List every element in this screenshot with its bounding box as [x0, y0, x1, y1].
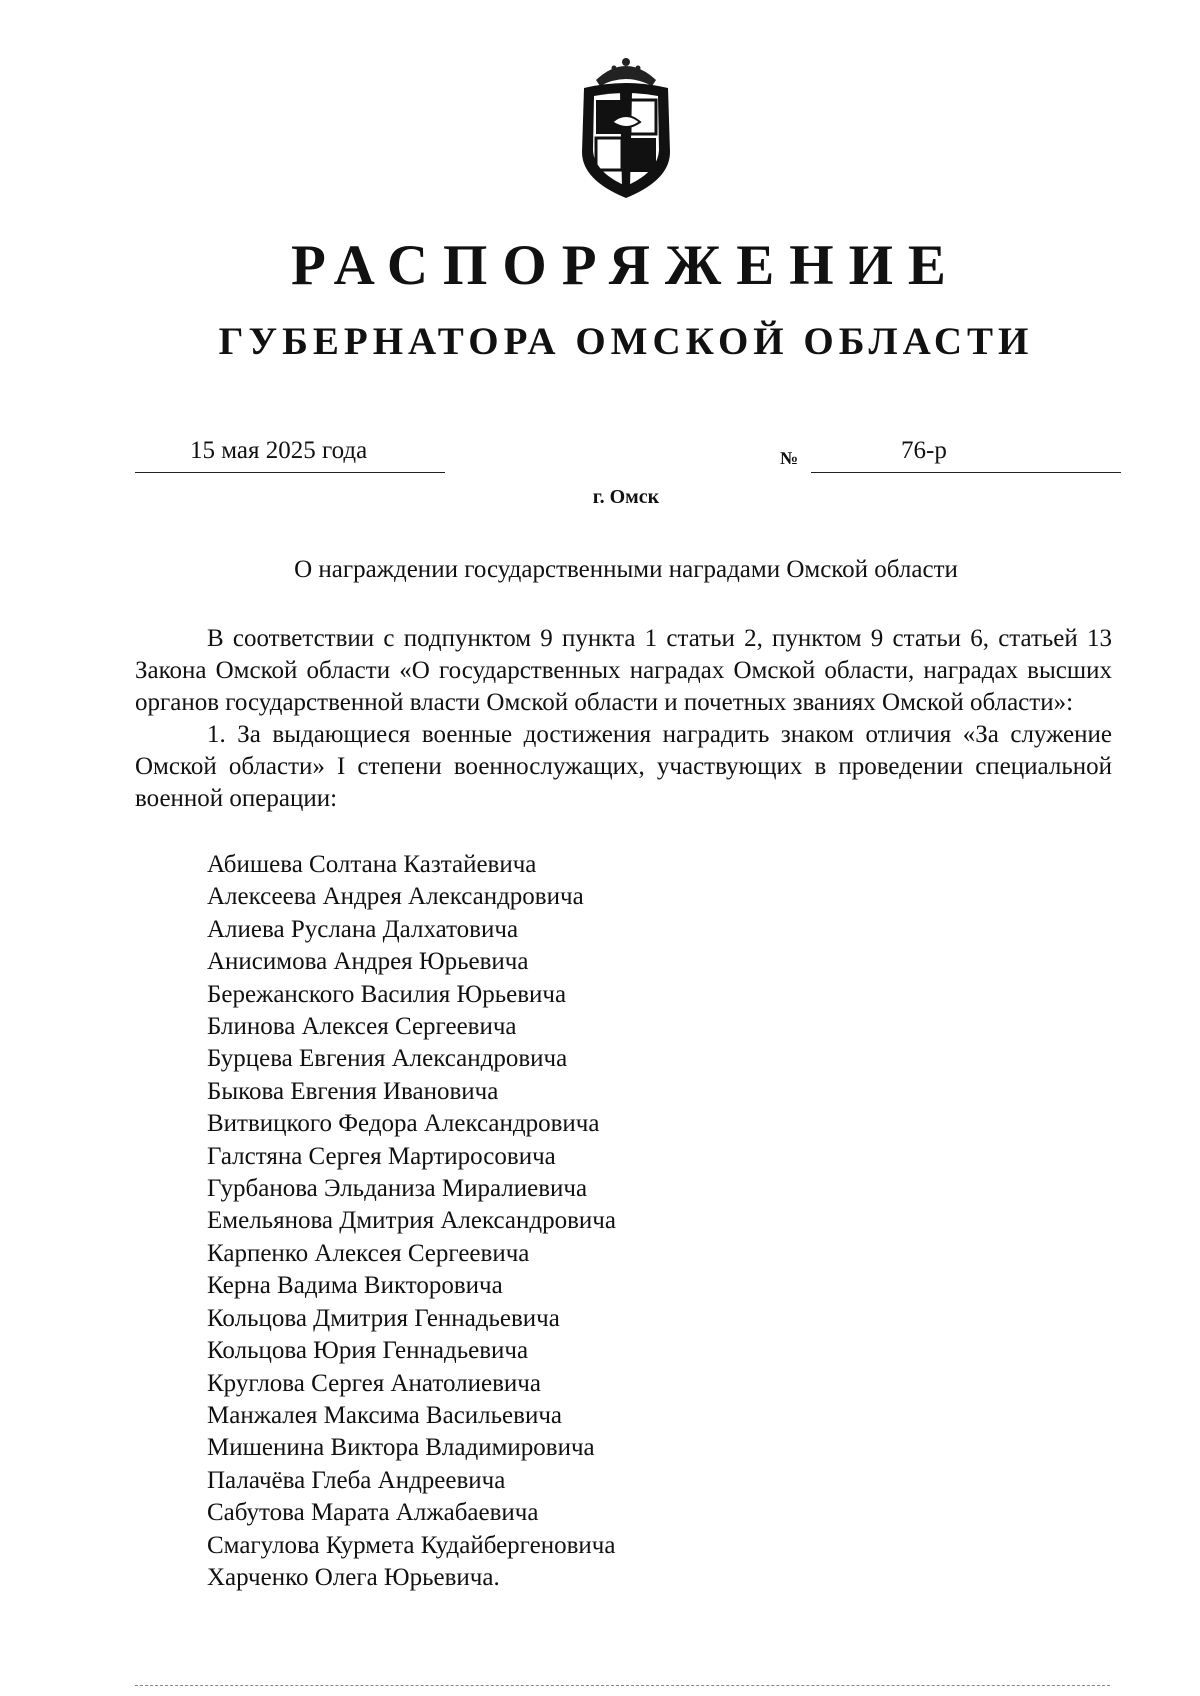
list-item: Быкова Евгения Ивановича	[207, 1077, 499, 1105]
list-item: Харченко Олега Юрьевича.	[207, 1563, 500, 1591]
list-item: Абишева Солтана Казтайевича	[207, 851, 537, 878]
document-issuer: ГУБЕРНАТОРА ОМСКОЙ ОБЛАСТИ	[218, 320, 1034, 363]
coat-of-arms-icon	[566, 52, 686, 202]
list-item: Бурцева Евгения Александровича	[207, 1045, 568, 1073]
list-item: Керна Вадима Викторовича	[207, 1272, 503, 1300]
list-item: Алиева Руслана Далхатовича	[207, 915, 519, 943]
list-item: Сабутова Марата Алжабаевича	[207, 1499, 539, 1527]
document-city: г. Омск	[592, 486, 660, 508]
list-item: Блинова Алексея Сергеевича	[207, 1013, 517, 1041]
list-item: Круглова Сергея Анатолиевича	[207, 1369, 541, 1397]
number-field	[811, 436, 1121, 473]
list-item: Смагулова Курмета Кудайбергеновича	[207, 1531, 616, 1559]
document-body	[135, 623, 1112, 815]
list-item: Витвицкого Федора Александровича	[207, 1110, 600, 1138]
list-item: Алексеева Андрея Александровича	[207, 883, 584, 911]
list-item: Мишенина Виктора Владимировича	[207, 1434, 595, 1462]
list-item: Гурбанова Эльданиза Миралиевича	[207, 1175, 588, 1203]
awardee-list	[207, 849, 616, 1594]
list-item: Емельянова Дмитрия Александровича	[207, 1207, 616, 1235]
date-field	[135, 436, 445, 473]
preamble-paragraph: В соответствии с подпунктом 9 пункта 1 статьи 2, пунктом 9 статьи 6, статьей 13 Закона Омской области «О государственных наградах Омской области, наградах высших органов государственной власти Омской области и почетных званиях Омской области»:	[135, 625, 1112, 716]
list-item: Кольцова Дмитрия Геннадьевича	[207, 1304, 560, 1332]
list-item: Кольцова Юрия Геннадьевича	[207, 1337, 529, 1365]
document-number: 76-р	[901, 437, 947, 464]
list-item: Галстяна Сергея Мартиросовича	[207, 1142, 556, 1170]
list-item: Палачёва Глеба Андреевича	[207, 1466, 506, 1494]
list-item: Бережанского Василия Юрьевича	[207, 980, 567, 1008]
list-item: Манжалея Максима Васильевича	[207, 1401, 563, 1429]
item-1-paragraph: 1. За выдающиеся военные достижения наградить знаком отличия «За служение Омской области» I степени военнослужащих, участвующих в проведении специальной военной операции:	[135, 721, 1112, 812]
document-date: 15 мая 2025 года	[190, 437, 368, 464]
page-bottom-divider	[135, 1685, 1110, 1686]
document-title: РАСПОРЯЖЕНИЕ	[291, 234, 961, 297]
number-label: №	[780, 448, 799, 468]
list-item: Анисимова Андрея Юрьевича	[207, 948, 529, 976]
list-item: Карпенко Алексея Сергеевича	[207, 1239, 530, 1267]
document-subject: О награждении государственными наградами Омской области	[294, 556, 958, 583]
